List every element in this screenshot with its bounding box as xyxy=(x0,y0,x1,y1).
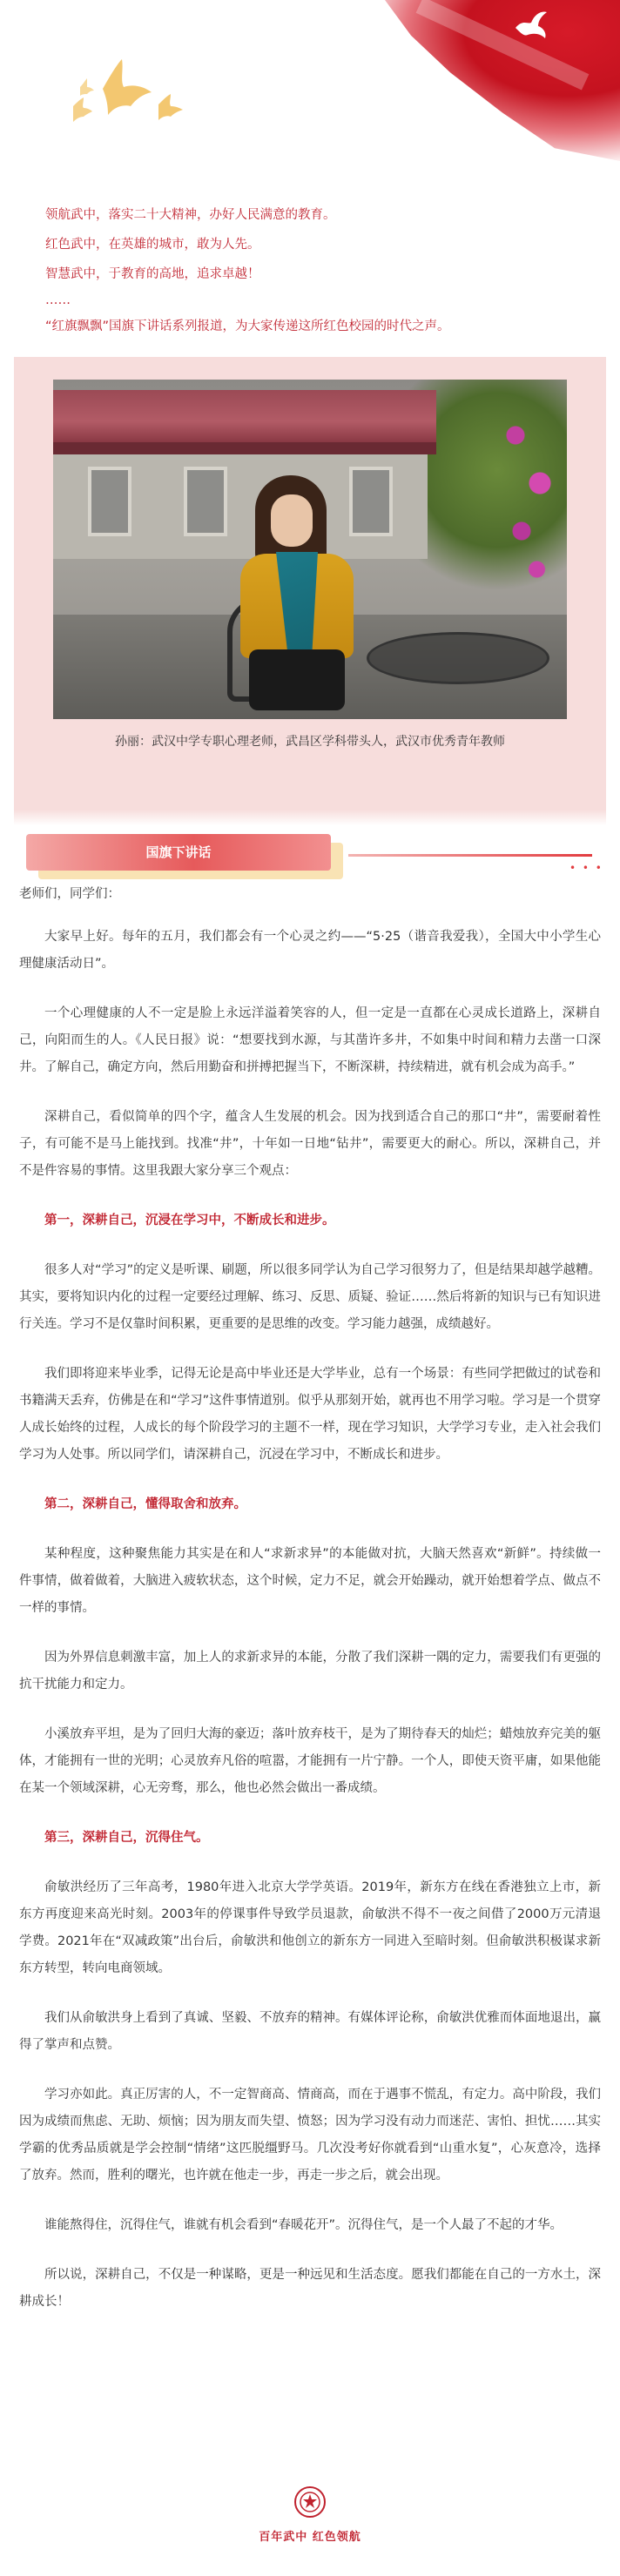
point-heading-3: 第三，深耕自己，沉得住气。 xyxy=(44,1831,209,1845)
paragraph: 所以说，深耕自己，不仅是一种谋略，更是一种远见和生活态度。愿我们都能在自己的一方水土，深耕成长！ xyxy=(19,2268,601,2309)
paragraph: 大家早上好。每年的五月，我们都会有一个心灵之约——“5·25（谐音我爱我），全国大中小学生心理健康活动日”。 xyxy=(19,930,601,971)
section-dots: • • • xyxy=(569,862,603,874)
paragraph: 很多人对“学习”的定义是听课、刷题，所以很多同学认为自己学习很努力了，但是结果却越学越糟。其实，要将知识内化的过程一定要经过理解、练习、反思、质疑、验证……然后将新的知识与已有知识进行关连。学习不是仅靠时间积累，更重要的是思维的改变。学习能力越强，成绩越好。 xyxy=(19,1263,601,1331)
paragraph: 我们从俞敏洪身上看到了真诚、坚毅、不放弃的精神。有媒体评论称，俞敏洪优雅而体面地退出，赢得了掌声和点赞。 xyxy=(19,2011,601,2052)
photo-flowers xyxy=(497,397,558,589)
intro-line: 领航武中，落实二十大精神，办好人民满意的教育。 xyxy=(45,208,336,222)
speech-content xyxy=(0,881,620,2316)
paragraph: 某种程度，这种聚焦能力其实是在和人“求新求异”的本能做对抗，大脑天然喜欢“新鲜”。持续做一件事情，做着做着，大脑进入疲软状态，这个时候，定力不足，就会开始躁动，就开始想着学点、做点不一样的事情。 xyxy=(19,1547,601,1615)
photo-person-legs xyxy=(249,649,345,710)
paragraph: 学习亦如此。真正厉害的人，不一定智商高、情商高，而在于遇事不慌乱，有定力。高中阶段，我们因为成绩而焦虑、无助、烦恼；因为朋友而失望、愤怒；因为学习没有动力而迷茫、害怕、担忧……其实学霸的优秀品质就是学会控制“情绪”这匹脱缰野马。几次没考好你就看到“山重水复”，心灰意冷，选择了放弃。然而，胜利的曙光，也许就在他走一步，再走一步之后，就会出现。 xyxy=(19,2088,601,2183)
speaker-photo-card xyxy=(14,357,606,810)
photo-window xyxy=(88,467,131,536)
intro-line: 智慧武中，于教育的高地，追求卓越！ xyxy=(45,267,260,281)
intro-line: “红旗飘飘”国旗下讲话系列报道，为大家传递这所红色校园的时代之声。 xyxy=(45,319,450,333)
section-header xyxy=(0,834,620,878)
photo-person-face xyxy=(271,494,313,547)
intro-line: 红色武中，在英雄的城市，敢为人先。 xyxy=(45,238,260,252)
golden-doves-icon xyxy=(68,54,199,132)
section-title: 国旗下讲话 xyxy=(26,834,331,871)
paragraph: 谁能熬得住，沉得住气，谁就有机会看到“春暖花开”。沉得住气，是一个人最了不起的才华。 xyxy=(44,2218,563,2232)
photo-window xyxy=(349,467,393,536)
photo-window xyxy=(184,467,227,536)
photo-awning xyxy=(53,390,436,442)
section-divider xyxy=(348,854,592,857)
white-dove-icon xyxy=(512,7,550,45)
paragraph: 我们即将迎来毕业季，记得无论是高中毕业还是大学毕业，总有一个场景：有些同学把做过的试卷和书籍满天丢弃，仿佛是在和“学习”这件事情道别。似乎从那刻开始，就再也不用学习啦。学习是一个贯穿人成长始终的过程，人成长的每个阶段学习的主题不一样，现在学习知识，大学学习专业，走入社会我们学习为人处事。所以同学们，请深耕自己，沉浸在学习中，不断成长和进步。 xyxy=(19,1367,601,1462)
paragraph: 因为外界信息刺激丰富，加上人的求新求异的本能，分散了我们深耕一隅的定力，需要我们有更强的抗干扰能力和定力。 xyxy=(19,1651,601,1692)
footer-slogan: 百年武中 红色领航 xyxy=(259,2531,361,2544)
footer xyxy=(0,2485,620,2576)
speech-salutation: 老师们，同学们： xyxy=(19,887,120,901)
point-heading-2: 第二，深耕自己，懂得取舍和放弃。 xyxy=(44,1497,246,1511)
photo-awning-shadow xyxy=(53,442,436,454)
paragraph: 小溪放弃平坦，是为了回归大海的豪迈；落叶放弃枝干，是为了期待春天的灿烂；蜡烛放弃完美的躯体，才能拥有一世的光明；心灵放弃凡俗的喧嚣，才能拥有一片宁静。一个人，即使天资平庸，如果他能在某一个领域深耕，心无旁骛，那么，他也必然会做出一番成绩。 xyxy=(19,1727,601,1795)
paragraph: 一个心理健康的人不一定是脸上永远洋溢着笑容的人，但一定是一直都在心灵成长道路上，深耕自己，向阳而生的人。《人民日报》说：“想要找到水源，与其凿许多井，不如集中时间和精力去凿一口深井。了解自己，确定方向，然后用勤奋和拼搏把握当下，不断深耕，持续精进，就有机会成为高手。” xyxy=(19,1006,601,1074)
school-emblem-icon xyxy=(293,2485,327,2519)
paragraph: 俞敏洪经历了三年高考，1980年进入北京大学学英语。2019年，新东方在线在香港独立上市，新东方再度迎来高光时刻。2003年的停课事件导致学员退款，俞敏洪不得不一夜之间借了2000万元清退学费。2021年在“双减政策”出台后，俞敏洪和他创立的新东方一同进入至暗时刻。但俞敏洪积极谋求新东方转型，转向电商领域。 xyxy=(19,1880,601,1975)
header-banner xyxy=(0,0,620,200)
intro-ellipsis: …… xyxy=(45,293,71,307)
photo-table xyxy=(367,632,549,684)
intro-block xyxy=(0,200,620,341)
photo-caption: 孙丽：武汉中学专职心理老师，武昌区学科带头人，武汉市优秀青年教师 xyxy=(115,735,505,749)
point-heading-1: 第一，深耕自己，沉浸在学习中，不断成长和进步。 xyxy=(44,1214,335,1227)
paragraph: 深耕自己，看似简单的四个字，蕴含人生发展的机会。因为找到适合自己的那口“井”，需要耐着性子，有可能不是马上能找到。找准“井”，十年如一日地“钻井”，需要更大的耐心。所以，深耕自己，并不是件容易的事情。这里我跟大家分享三个观点： xyxy=(19,1110,601,1178)
speaker-photo xyxy=(53,380,567,719)
